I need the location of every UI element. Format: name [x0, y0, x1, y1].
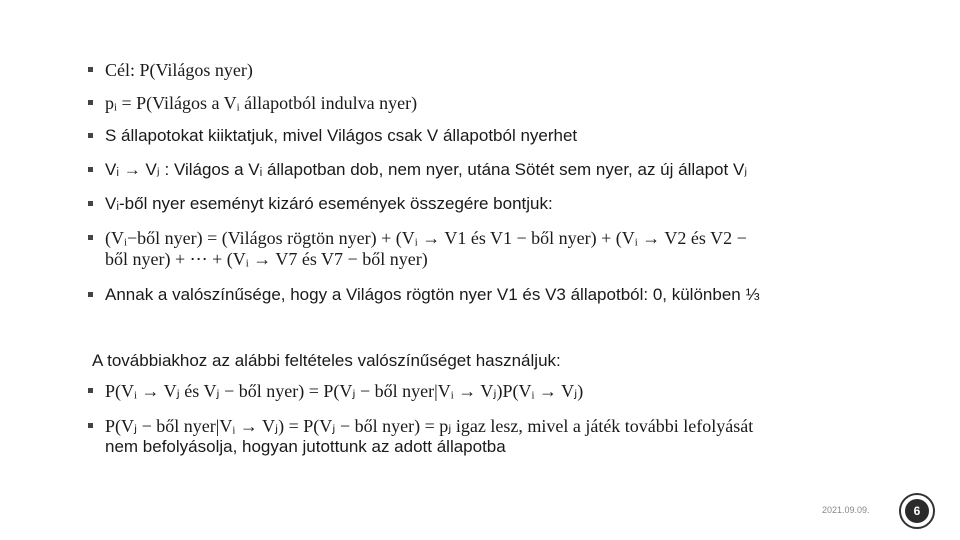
bullet-marker — [88, 388, 93, 393]
bullet-marker — [88, 100, 93, 105]
bullet-marker — [88, 133, 93, 138]
sum-formula-line-2: ből nyer) + ⋯ + (Vᵢ → V7 és V7 − ből nyer) — [105, 249, 428, 269]
bullet-marker — [88, 201, 93, 206]
bullet-transition: Vᵢ → Vⱼ : Világos a Vᵢ állapotban dob, nem nyer, utána Sötét sem nyer, az új állapot Vⱼ — [88, 160, 908, 180]
bullet-marker — [88, 292, 93, 297]
bullet-goal: Cél: P(Világos nyer) — [88, 60, 908, 81]
conditional-heading: A továbbiakhoz az alábbi feltételes valószínűséget használjuk: — [92, 351, 561, 370]
bullet-eliminate-s: S állapotokat kiiktatjuk, mivel Világos csak V állapotból nyerhet — [88, 126, 908, 146]
bullet-marker — [88, 167, 93, 172]
bullet-sum-formula — [88, 228, 908, 270]
bullet-marker — [88, 423, 93, 428]
formula-2-line-2: nem befolyásolja, hogyan jutottunk az adott állapotba — [105, 437, 506, 456]
slide-content — [88, 54, 908, 457]
formula-conditional-1: P(Vᵢ → Vⱼ és Vⱼ − ből nyer) = P(Vⱼ − ből nyer|Vᵢ → Vⱼ)P(Vᵢ → Vⱼ) — [88, 381, 908, 402]
footer-date: 2021.09.09. — [822, 505, 870, 515]
bullet-marker — [88, 67, 93, 72]
sum-formula-line-1: (Vᵢ−ből nyer) = (Világos rögtön nyer) + (Vᵢ → V1 és V1 − ből nyer) + (Vᵢ → V2 és V2 − — [105, 228, 747, 248]
bullet-decompose: Vᵢ-ből nyer eseményt kizáró események összegére bontjuk: — [88, 194, 908, 214]
formula-2-line-1: P(Vⱼ − ből nyer|Vᵢ → Vⱼ) = P(Vⱼ − ből nyer) = pⱼ igaz lesz, mivel a játék további lefolyását — [105, 416, 754, 436]
bullet-pi-definition: pᵢ = P(Világos a Vᵢ állapotból indulva nyer) — [88, 93, 908, 114]
bullet-marker — [88, 235, 93, 240]
formula-conditional-2 — [88, 416, 908, 457]
page-number-badge — [899, 493, 935, 529]
bullet-probability: Annak a valószínűsége, hogy a Világos rögtön nyer V1 és V3 állapotból: 0, különben ⅓ — [88, 285, 908, 305]
page-number: 6 — [905, 499, 929, 523]
